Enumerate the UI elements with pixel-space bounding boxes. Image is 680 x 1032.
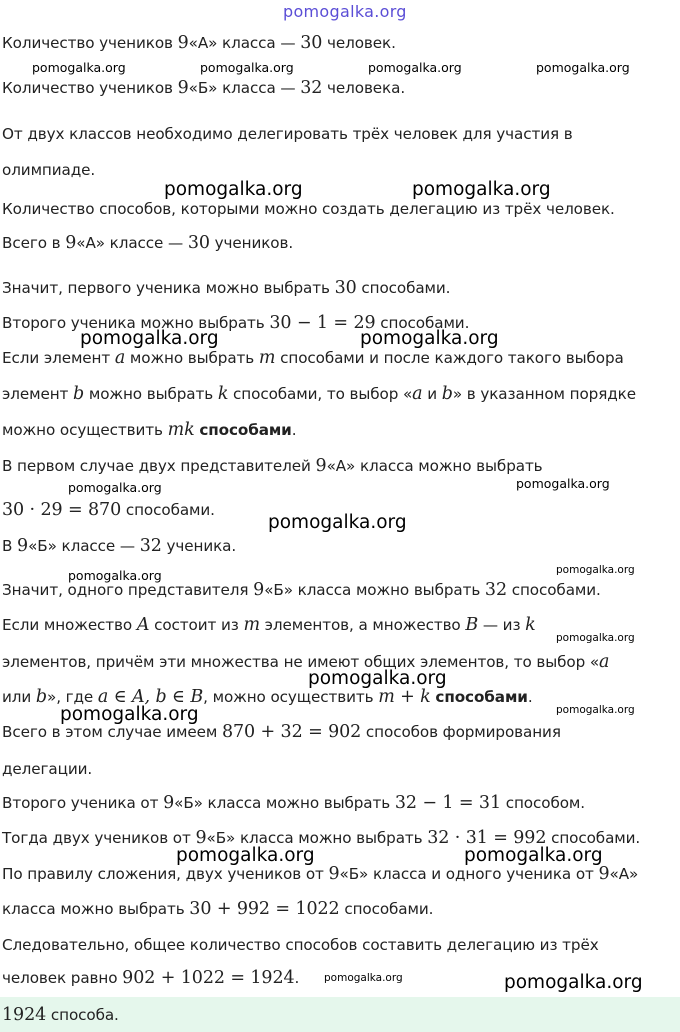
answer-text: 1924 способа. bbox=[2, 1005, 119, 1025]
text-line: делегации. bbox=[2, 760, 93, 778]
text-line: человек равно 902 + 1022 = 1924. bbox=[2, 968, 300, 988]
watermark: pomogalka.org bbox=[556, 564, 635, 576]
watermark: pomogalka.org bbox=[68, 480, 162, 495]
watermark: pomogalka.org bbox=[516, 476, 610, 491]
watermark: pomogalka.org bbox=[308, 668, 447, 689]
watermark: pomogalka.org bbox=[164, 179, 303, 200]
watermark: pomogalka.org bbox=[360, 328, 499, 349]
watermark: pomogalka.org bbox=[268, 512, 407, 533]
watermark: pomogalka.org bbox=[176, 845, 315, 866]
answer-box bbox=[0, 997, 680, 1032]
text-line: Второго ученика от 9«Б» класса можно выбрать 32 − 1 = 31 способом. bbox=[2, 793, 585, 813]
text-line: Всего в этом случае имеем 870 + 32 = 902 способов формирования bbox=[2, 722, 561, 742]
text-line: В 9«Б» классе — 32 ученика. bbox=[2, 536, 237, 556]
text-line: Количество способов, которыми можно создать делегацию из трёх человек. bbox=[2, 200, 615, 218]
watermark: pomogalka.org bbox=[536, 60, 630, 75]
watermark: pomogalka.org bbox=[32, 60, 126, 75]
watermark: pomogalka.org bbox=[556, 704, 635, 716]
text-line: Второго ученика можно выбрать 30 − 1 = 29 способами. bbox=[2, 313, 470, 333]
watermark: pomogalka.org bbox=[368, 60, 462, 75]
watermark: pomogalka.org bbox=[80, 328, 219, 349]
watermark: pomogalka.org bbox=[200, 60, 294, 75]
watermark: pomogalka.org bbox=[504, 972, 643, 993]
watermark: pomogalka.org bbox=[68, 568, 162, 583]
watermark: pomogalka.org bbox=[412, 179, 551, 200]
watermark: pomogalka.org bbox=[556, 632, 635, 644]
text-line: элемент b можно выбрать k способами, то выбор «a и b» в указанном порядке bbox=[2, 384, 636, 404]
text-line: Тогда двух учеников от 9«Б» класса можно выбрать 32 · 31 = 992 способами. bbox=[2, 828, 641, 848]
text-line: Значит, одного представителя 9«Б» класса можно выбрать 32 способами. bbox=[2, 580, 601, 600]
text-line: можно осуществить mk способами. bbox=[2, 420, 297, 440]
text-line: Количество учеников 9«Б» класса — 32 человека. bbox=[2, 78, 406, 98]
text-line: Следовательно, общее количество способов составить делегацию из трёх bbox=[2, 936, 599, 954]
text-line: или b», где a ∈ A, b ∈ B, можно осуществить m + k способами. bbox=[2, 687, 533, 707]
text-line: элементов, причём эти множества не имеют общих элементов, то выбор «a bbox=[2, 652, 610, 672]
site-title[interactable]: pomogalka.org bbox=[283, 2, 407, 21]
text-line: 30 · 29 = 870 способами. bbox=[2, 500, 215, 520]
text-line: Если элемент a можно выбрать m способами и после каждого такого выбора bbox=[2, 348, 624, 368]
watermark: pomogalka.org bbox=[60, 704, 199, 725]
text-line: Если множество A состоит из m элементов, а множество B — из k bbox=[2, 615, 536, 635]
text-line: От двух классов необходимо делегировать трёх человек для участия в bbox=[2, 125, 573, 143]
text-line: По правилу сложения, двух учеников от 9«Б» класса и одного ученика от 9«А» bbox=[2, 864, 639, 884]
text-line: Всего в 9«А» классе — 30 учеников. bbox=[2, 233, 294, 253]
text-line: класса можно выбрать 30 + 992 = 1022 способами. bbox=[2, 899, 434, 919]
text-line: В первом случае двух представителей 9«А» класса можно выбрать bbox=[2, 456, 543, 476]
text-line: Количество учеников 9«А» класса — 30 человек. bbox=[2, 33, 396, 53]
watermark: pomogalka.org bbox=[324, 972, 403, 984]
text-line: олимпиаде. bbox=[2, 161, 96, 179]
text-line: Значит, первого ученика можно выбрать 30 способами. bbox=[2, 278, 451, 298]
watermark: pomogalka.org bbox=[464, 845, 603, 866]
